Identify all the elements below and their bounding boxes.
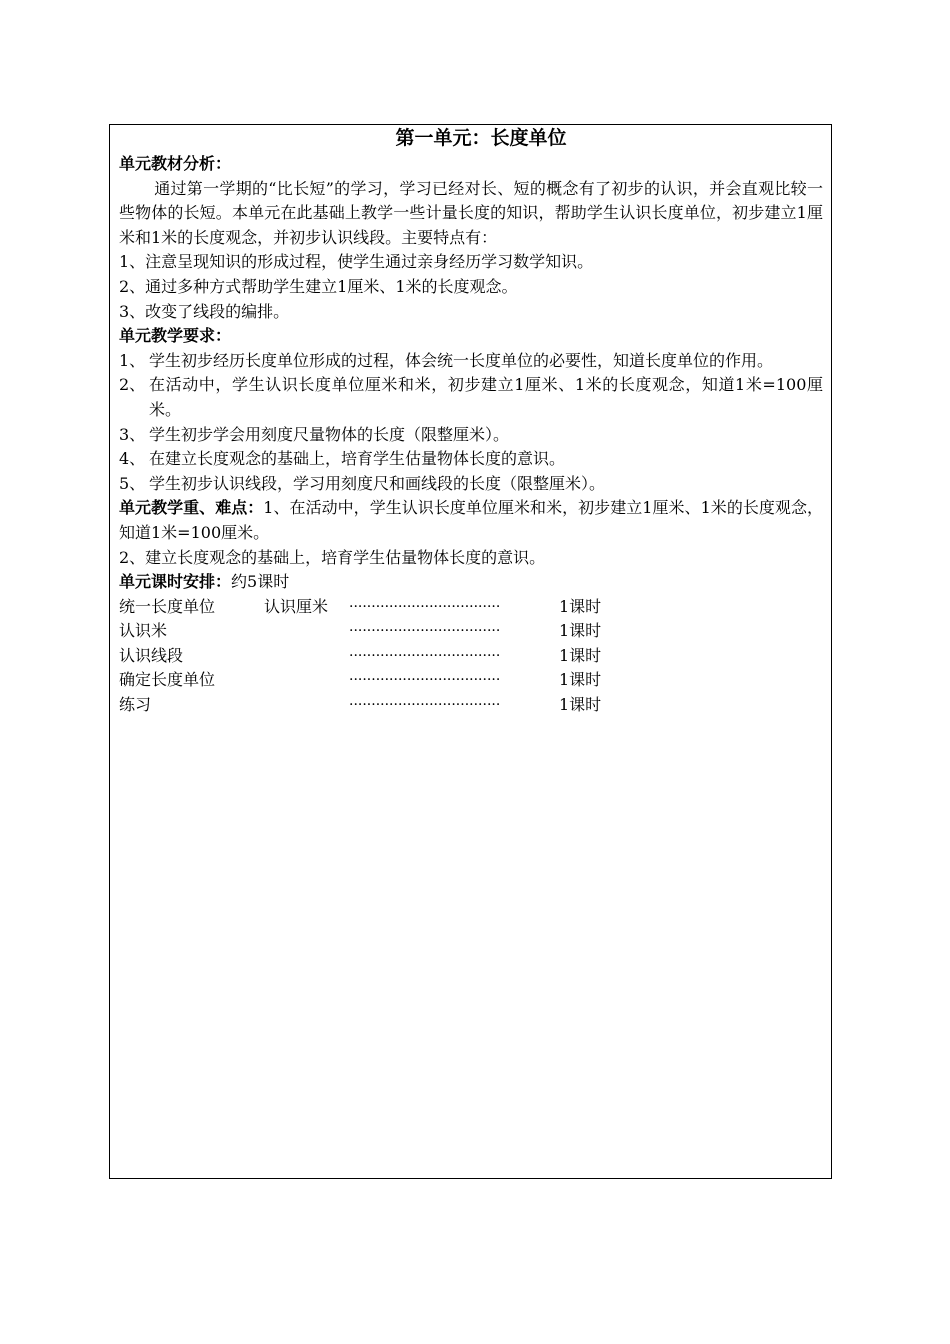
page-title: 第一单元：长度单位	[395, 127, 567, 149]
schedule-row	[119, 595, 823, 620]
analysis-intro: 通过第一学期的“比长短”的学习，学习已经对长、短的概念有了初步的认识，并会直观比较一些物体的长短。本单元在此基础上教学一些计量长度的知识，帮助学生认识长度单位，初步建立1厘米和1米的长度观念，并初步认识线段。主要特点有：	[119, 178, 823, 247]
key-points	[119, 496, 823, 545]
requirement-text: 在建立长度观念的基础上，培育学生估量物体长度的意识。	[149, 449, 566, 469]
schedule-lesson-name: 确定长度单位	[119, 670, 216, 690]
key-points-heading: 单元教学重、难点：	[119, 498, 264, 518]
schedule-row	[119, 644, 823, 669]
schedule-leader-dots: ··································	[349, 598, 501, 615]
requirement-item	[119, 447, 823, 472]
requirement-number: 5、	[119, 473, 146, 493]
schedule-lesson-time: 1课时	[559, 695, 602, 715]
analysis-point: 1、注意呈现知识的形成过程，使学生通过亲身经历学习数学知识。	[119, 252, 594, 272]
requirement-text: 学生初步认识线段，学习用刻度尺和画线段的长度（限整厘米）。	[149, 473, 606, 493]
schedule-lesson-time: 1课时	[559, 645, 602, 665]
requirement-text: 学生初步经历长度单位形成的过程，体会统一长度单位的必要性，知道长度单位的作用。	[149, 350, 774, 370]
analysis-point: 3、改变了线段的编排。	[119, 301, 290, 321]
schedule-lesson-time: 1课时	[559, 670, 602, 690]
schedule-lesson-sub: 认识厘米	[264, 596, 329, 616]
schedule-total: 约5课时	[231, 572, 290, 592]
schedule-lesson-name: 认识米	[119, 621, 168, 641]
schedule-leader-dots: ··································	[349, 623, 501, 640]
schedule-leader-dots: ··································	[349, 697, 501, 714]
requirement-item	[119, 423, 823, 448]
requirement-number: 4、	[119, 449, 146, 469]
schedule-lesson-time: 1课时	[559, 621, 602, 641]
schedule-row	[119, 619, 823, 644]
requirements-heading: 单元教学要求：	[119, 326, 232, 346]
schedule-leader-dots: ··································	[349, 647, 501, 664]
key-points-text: 1、在活动中，学生认识长度单位厘米和米，初步建立1厘米、1米的长度观念，知道1米=100厘米。	[119, 498, 823, 542]
schedule-lesson-name: 认识线段	[119, 645, 184, 665]
schedule-heading: 单元课时安排：	[119, 572, 232, 592]
schedule-lesson-name: 统一长度单位	[119, 596, 216, 616]
schedule-leader-dots: ··································	[349, 672, 501, 689]
requirement-text: 学生初步学会用刻度尺量物体的长度（限整厘米）。	[149, 424, 510, 444]
requirement-text: 在活动中，学生认识长度单位厘米和米，初步建立1厘米、1米的长度观念，知道1米=100厘米。	[149, 375, 823, 419]
key-points-line2: 2、建立长度观念的基础上，培育学生估量物体长度的意识。	[119, 547, 546, 567]
analysis-point: 2、通过多种方式帮助学生建立1厘米、1米的长度观念。	[119, 276, 518, 296]
requirement-item	[119, 373, 823, 422]
analysis-heading: 单元教材分析：	[119, 154, 232, 173]
schedule-lesson-time: 1课时	[559, 596, 602, 616]
requirement-number: 2、	[119, 375, 146, 395]
requirement-number: 3、	[119, 424, 146, 444]
requirement-number: 1、	[119, 350, 146, 370]
schedule-summary	[119, 570, 823, 595]
schedule-row	[119, 668, 823, 693]
document-content	[119, 124, 823, 718]
requirement-item	[119, 349, 823, 374]
requirement-item	[119, 472, 823, 497]
schedule-lesson-name: 练习	[119, 695, 152, 715]
schedule-row	[119, 693, 823, 718]
